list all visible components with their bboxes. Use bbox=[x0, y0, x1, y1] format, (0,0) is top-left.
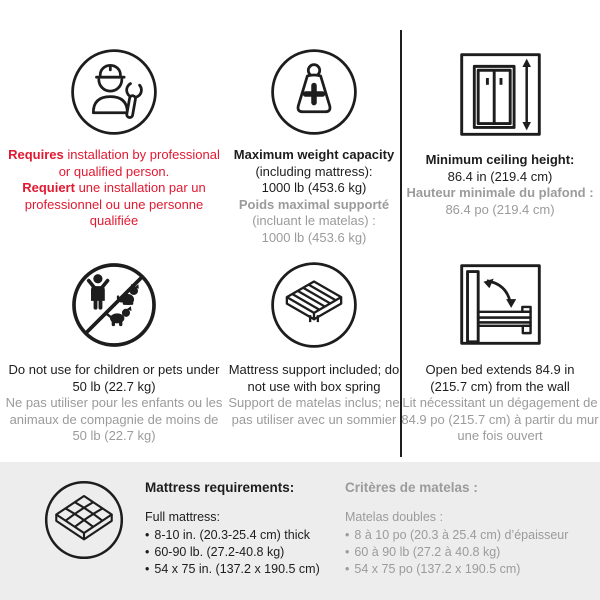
installation-text-fr: Requiert une installation par un professionnel ou une personne qualifiée bbox=[22, 180, 206, 228]
list-item: • 54 x 75 po (137.2 x 190.5 cm) bbox=[345, 561, 595, 578]
ceiling-title-en: Minimum ceiling height: bbox=[425, 152, 575, 167]
weight-value-en: 1000 lb (453.6 kg) bbox=[261, 180, 367, 195]
children-pets-text-fr: Ne pas utiliser pour les enfants ou les animaux de compagnie de moins de 50 lb (22.7 kg) bbox=[5, 395, 223, 443]
list-item: • 60-90 lb. (27.2-40.8 kg) bbox=[145, 544, 345, 561]
weight-value-fr: 1000 lb (453.6 kg) bbox=[261, 229, 367, 245]
mattress-requirements-title-en: Mattress requirements: bbox=[145, 480, 295, 495]
open-bed-text-en: Open bed extends 84.9 in (215.7 cm) from the wall bbox=[425, 362, 575, 394]
list-item: • 54 x 75 in. (137.2 x 190.5 cm) bbox=[145, 561, 345, 578]
weight-sub-en: (including mattress): bbox=[255, 163, 373, 179]
vertical-divider bbox=[400, 30, 402, 457]
mattress-requirements-title-fr: Critères de matelas : bbox=[345, 480, 478, 495]
section-ceiling-height bbox=[400, 0, 600, 217]
ceiling-height-icon bbox=[452, 46, 549, 143]
mattress-icon bbox=[42, 478, 126, 562]
open-bed-clearance-icon bbox=[452, 256, 549, 353]
list-item: • 60 à 90 lb (27.2 à 40.8 kg) bbox=[345, 544, 595, 561]
installer-hardhat-wrench-icon bbox=[68, 46, 160, 138]
open-bed-text-fr: Lit nécessitant un dégagement de 84.9 po (215.7 cm) à partir du mur une fois ouvert bbox=[401, 395, 599, 443]
section-max-weight bbox=[228, 0, 400, 245]
weight-title-en: Maximum weight capacity bbox=[233, 147, 395, 162]
ceiling-title-fr: Hauteur minimale du plafond : bbox=[406, 185, 594, 200]
mattress-requirements-en bbox=[145, 479, 345, 578]
children-pets-text-en: Do not use for children or pets under 50 lb (22.7 kg) bbox=[8, 362, 220, 394]
section-no-children-pets bbox=[0, 212, 228, 462]
mattress-requirements-subtitle-en: Full mattress: bbox=[145, 510, 221, 524]
mattress-support-icon bbox=[268, 256, 360, 353]
ceiling-value-en: 86.4 in (219.4 cm) bbox=[447, 168, 553, 184]
ceiling-value-fr: 86.4 po (219.4 cm) bbox=[445, 201, 555, 217]
section-open-bed bbox=[400, 212, 600, 462]
installation-text-en: Requires installation by professional or qualified person. bbox=[8, 147, 220, 179]
weight-sub-fr: (incluant le matelas) : bbox=[252, 213, 376, 228]
max-weight-icon bbox=[268, 46, 360, 138]
section-mattress-support bbox=[228, 212, 400, 462]
mattress-requirements-subtitle-fr: Matelas doubles : bbox=[345, 510, 443, 524]
support-text-fr: Support de matelas inclus; ne pas utiliser avec un sommier bbox=[228, 395, 400, 427]
no-children-or-pets-icon bbox=[68, 256, 160, 353]
mattress-requirements-fr bbox=[345, 479, 595, 578]
section-installation bbox=[0, 0, 228, 228]
list-item: • 8 à 10 po (20.3 à 25.4 cm) d’épaisseur bbox=[345, 527, 595, 544]
list-item: • 8-10 in. (20.3-25.4 cm) thick bbox=[145, 527, 345, 544]
mattress-requirements-list-fr bbox=[345, 527, 595, 578]
support-text-en: Mattress support included; do not use with box spring bbox=[228, 362, 400, 394]
mattress-requirements-band bbox=[0, 462, 600, 600]
weight-title-fr: Poids maximal supporté bbox=[238, 196, 390, 212]
mattress-requirements-list-en bbox=[145, 527, 345, 578]
